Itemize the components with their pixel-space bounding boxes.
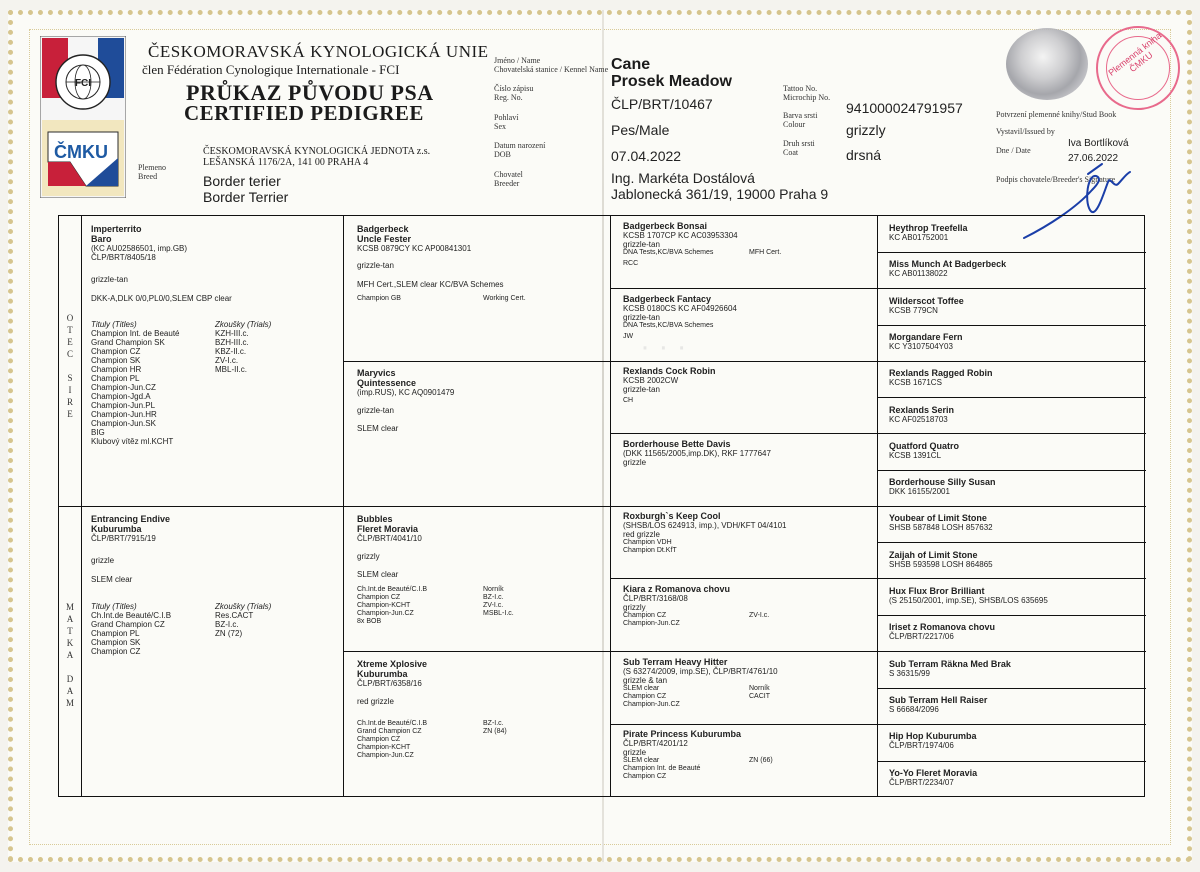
date-label: Dne / Date bbox=[996, 146, 1031, 155]
sire-cell: Imperterrito Baro (KC AU02586501, imp.GB) ČLP/BRT/8405/18 grizzle-tan DKK-A,DLK 0/0,PL0/0,SLEM CBP clear Tituly (Titles) Zkoušky (Trials) Champion Int. de Beauté Grand Champion SK Champion CZ Champion SK Champion HR Champion PL Champion-Jun.CZ Champion-Jgd.A Champion-Jun.PL Champion-Jun.HR Champion-Jun.SK BIG Klubový vítěz ml.KCHT KZH-III.c. BZH-III.c. KBZ-II.c. ZV-I.c. MBL-II.c. bbox=[91, 224, 272, 446]
list-item: Champion HR bbox=[91, 365, 142, 374]
list-item: BIG bbox=[91, 428, 105, 437]
ancestor-gen4-cell: Hux Flux Bror Brilliant (S 25150/2001, imp.SE), SHSB/LOS 635695 bbox=[889, 586, 1048, 605]
ancestor-gen3-cell: Badgerbeck Bonsai KCSB 1707CP KC AC03953304 grizzle-tan DNA Tests,KC/BVA Schemes RCC MFH Cert. bbox=[623, 221, 782, 267]
reg-number: ČLP/BRT/10467 bbox=[611, 96, 713, 112]
coat-label: Druh srsti Coat bbox=[783, 139, 815, 157]
ancestor-gen3-cell: Pirate Princess Kuburumba ČLP/BRT/4201/12 grizzle SLEM clear Champion Int. de Beauté Champion CZ ZN (66) bbox=[623, 729, 773, 781]
list-item: Champion-Jgd.A bbox=[91, 392, 151, 401]
ancestor-gen4-cell: Rexlands Serin KC AF02518703 bbox=[889, 404, 955, 424]
list-item: Grand Champion CZ bbox=[357, 728, 422, 735]
list-item: Champion-KCHT bbox=[357, 602, 411, 609]
list-item: Champion SK bbox=[91, 638, 141, 647]
breeder-label: Chovatel Breeder bbox=[494, 170, 523, 188]
list-item: 8x BOB bbox=[357, 618, 382, 625]
ancestor-gen3-cell: Rexlands Cock Robin KCSB 2002CW grizzle-tan CH bbox=[623, 366, 716, 405]
list-item: KBZ-II.c. bbox=[215, 347, 247, 356]
sex-value: Pes/Male bbox=[611, 122, 670, 138]
list-item: Champion CZ bbox=[357, 594, 401, 601]
signature-label: Podpis chovatele/Breeder's Signature bbox=[996, 175, 1116, 184]
list-item: ZV-I.c. bbox=[215, 356, 239, 365]
svg-text:ČMKU: ČMKU bbox=[54, 142, 108, 162]
list-item: Ch.Int.de Beauté/C.I.B bbox=[357, 720, 428, 727]
fci-cmku-logo bbox=[40, 36, 126, 198]
pedigree-grid bbox=[58, 215, 1145, 797]
ancestor-gen3-cell: Badgerbeck Fantacy KCSB 0180CS KC AF04926604 grizzle-tan DNA Tests,KC/BVA Schemes JW bbox=[623, 293, 737, 340]
ancestor-gen3-cell: Sub Terram Heavy Hitter (S 63274/2009, imp.SE), ČLP/BRT/4761/10 grizzle & tan SLEM clear Champion CZ Champion-Jun.CZ Norník CACIT bbox=[623, 656, 778, 708]
list-item: Champion Int. de Beauté bbox=[91, 329, 180, 338]
list-item: MSBL-I.c. bbox=[483, 610, 514, 617]
reg-label: Číslo zápisu Reg. No. bbox=[494, 84, 534, 102]
ancestor-gen4-cell: Heythrop Treefella KC AB01752001 bbox=[889, 223, 968, 242]
colour-label: Barva srsti Colour bbox=[783, 111, 818, 129]
list-item: Grand Champion CZ bbox=[91, 620, 165, 629]
microchip-value: 941000024791957 bbox=[846, 100, 963, 116]
ancestor-gen4-cell: Hip Hop Kuburumba ČLP/BRT/1974/06 bbox=[889, 731, 977, 751]
ancestor-gen3-cell: Kiara z Romanova chovu ČLP/BRT/3168/08 grizzly Champion CZ Champion-Jun.CZ ZV-I.c. bbox=[623, 584, 770, 627]
list-item: BZH-III.c. bbox=[215, 338, 249, 347]
list-item: Norník bbox=[483, 586, 504, 593]
org-membership: člen Fédération Cynologique Internationale - FCI bbox=[142, 62, 400, 77]
svg-text:FCI: FCI bbox=[74, 78, 92, 89]
sire-dam-cell: Maryvics Quintessence (imp.RUS), KC AQ0901479 grizzle-tan SLEM clear bbox=[357, 368, 455, 433]
dob-label: Datum narození DOB bbox=[494, 141, 546, 159]
ancestor-gen3-cell: Roxburgh`s Keep Cool (SHSB/LOS 624913, imp.), VDH/KFT 04/4101 red grizzle Champion VDH Champion Dt.KfT bbox=[623, 511, 787, 555]
list-item: Champion-Jun.CZ bbox=[357, 610, 414, 617]
ancestor-gen4-cell: Sub Terram Räkna Med Brak S 36315/99 bbox=[889, 658, 1011, 678]
list-item: Champion CZ bbox=[357, 736, 401, 743]
list-item: Res.CACT bbox=[215, 611, 254, 620]
dam-side-label: M A T K A D A M bbox=[65, 602, 74, 708]
breed-en: Border Terrier bbox=[203, 189, 289, 205]
list-item: Grand Champion SK bbox=[91, 338, 165, 347]
sire-sire-cell: Badgerbeck Uncle Fester KCSB 0879CY KC AP00841301 grizzle-tan MFH Cert.,SLEM clear KC/BVA Schemes Champion GB Working Cert. bbox=[357, 224, 526, 302]
date-value: 27.06.2022 bbox=[1068, 153, 1119, 164]
list-item: Klubový vítěz ml.KCHT bbox=[91, 437, 174, 446]
list-item: Champion CZ bbox=[91, 647, 141, 656]
dog-name: Cane bbox=[611, 56, 651, 73]
list-item: Champion-Jun.HR bbox=[91, 410, 157, 419]
ancestor-gen4-cell: Borderhouse Silly Susan DKK 16155/2001 bbox=[889, 477, 996, 497]
breed-cz: Border terier bbox=[203, 173, 281, 189]
hologram-seal bbox=[1006, 28, 1088, 100]
breed-label: Plemeno Breed bbox=[138, 163, 166, 181]
list-item: Champion PL bbox=[91, 374, 140, 383]
ancestor-gen4-cell: Wilderscot Toffee KCSB 779CN bbox=[889, 295, 964, 315]
list-item: Champion-Jun.PL bbox=[91, 401, 156, 410]
list-item: Champion-Jun.SK bbox=[91, 419, 156, 428]
club-address: LEŠANSKÁ 1176/2A, 141 00 PRAHA 4 bbox=[203, 157, 369, 168]
club-name: ČESKOMORAVSKÁ KYNOLOGICKÁ JEDNOTA z.s. bbox=[203, 146, 431, 157]
list-item: MBL-II.c. bbox=[215, 365, 248, 374]
list-item: ZV-I.c. bbox=[483, 602, 504, 609]
ancestor-gen4-cell: Morgandare Fern KC Y3107504Y03 bbox=[889, 331, 963, 351]
ancestor-gen4-cell: Quatford Quatro KCSB 1391CL bbox=[889, 440, 959, 460]
sire-side-label: O T E C S I R E bbox=[66, 313, 74, 419]
sex-label: Pohlaví Sex bbox=[494, 113, 519, 131]
list-item: ZN (72) bbox=[215, 629, 243, 638]
ancestor-gen4-cell: Zaijah of Limit Stone SHSB 593598 LOSH 864865 bbox=[889, 549, 993, 569]
list-item: Ch.Int.de Beauté/C.I.B bbox=[357, 586, 428, 593]
issued-value: Iva Bortlíková bbox=[1068, 138, 1129, 149]
ancestor-gen4-cell: Sub Terram Hell Raiser S 66684/2096 bbox=[889, 694, 988, 714]
list-item: BZ-I.c. bbox=[215, 620, 239, 629]
ancestor-gen4-cell: Youbear of Limit Stone SHSB 587848 LOSH 857632 bbox=[889, 513, 993, 533]
studbook-stamp: Plemenná kniha ČMKU bbox=[1096, 26, 1180, 110]
title-cz: PRŮKAZ PŮVODU PSA bbox=[186, 80, 434, 105]
coat-value: drsná bbox=[846, 147, 882, 163]
ancestor-gen4-cell: Yo-Yo Fleret Moravia ČLP/BRT/2234/07 bbox=[889, 767, 978, 787]
list-item: Champion CZ bbox=[91, 347, 141, 356]
dam-dam-cell: Xtreme Xplosive Kuburumba ČLP/BRT/6358/16 red grizzle Ch.Int.de Beauté/C.I.B Grand Champion CZ Champion CZ Champion-KCHT Champion-Jun.CZ BZ-I.c. ZN (84) bbox=[357, 659, 507, 759]
ancestor-gen4-cell: Miss Munch At Badgerbeck KC AB01138022 bbox=[889, 259, 1007, 279]
tattoo-label: Tattoo No. Microchip No. bbox=[783, 84, 831, 102]
list-item: KZH-III.c. bbox=[215, 329, 249, 338]
list-item: Champion-Jun.CZ bbox=[357, 752, 414, 759]
ancestor-gen4-cell: Iriset z Romanova chovu ČLP/BRT/2217/06 bbox=[889, 622, 996, 642]
breeder-name: Ing. Markéta Dostálová bbox=[611, 170, 755, 186]
name-label: Jméno / Name Chovatelská stanice / Kennel Name bbox=[494, 56, 609, 74]
list-item: BZ-I.c. bbox=[483, 594, 504, 601]
ancestor-gen3-cell: Borderhouse Bette Davis (DKK 11565/2005,imp.DK), RKF 1777647 grizzle bbox=[623, 438, 771, 467]
title-en: CERTIFIED PEDIGREE bbox=[184, 101, 424, 125]
list-item: Champion SK bbox=[91, 356, 141, 365]
list-item: ZN (84) bbox=[483, 728, 507, 735]
dam-sire-cell: Bubbles Fleret Moravia ČLP/BRT/4041/10 grizzly SLEM clear Ch.Int.de Beauté/C.I.B Champion CZ Champion-KCHT Champion-Jun.CZ 8x BOB Norník BZ-I.c. ZV-I.c. MSBL-I.c. bbox=[357, 514, 514, 625]
ancestor-gen4-cell: Rexlands Ragged Robin KCSB 1671CS bbox=[889, 368, 993, 388]
studbook-label: Potvrzení plemenné knihy/Stud Book bbox=[996, 110, 1117, 119]
list-item: Champion-Jun.CZ bbox=[91, 383, 156, 392]
issued-label: Vystavil/Issued by bbox=[996, 127, 1055, 136]
list-item: Champion PL bbox=[91, 629, 140, 638]
list-item: Champion-KCHT bbox=[357, 744, 411, 751]
breeder-address: Jablonecká 361/19, 19000 Praha 9 bbox=[611, 186, 829, 202]
dam-cell: Entrancing Endive Kuburumba ČLP/BRT/7915/19 grizzle SLEM clear Tituly (Titles) Zkoušky (Trials) Ch.Int.de Beauté/C.I.B Grand Champion CZ Champion PL Champion SK Champion CZ Res.CACT BZ-I.c. ZN (72) bbox=[91, 514, 272, 656]
org-name: ČESKOMORAVSKÁ KYNOLOGICKÁ UNIE bbox=[148, 42, 489, 61]
bleed-through: · · · bbox=[640, 330, 687, 363]
list-item: BZ-I.c. bbox=[483, 720, 504, 727]
kennel-name: Prosek Meadow bbox=[611, 73, 732, 90]
colour-value: grizzly bbox=[846, 122, 886, 138]
list-item: Ch.Int.de Beauté/C.I.B bbox=[91, 611, 172, 620]
dob-value: 07.04.2022 bbox=[611, 148, 682, 164]
